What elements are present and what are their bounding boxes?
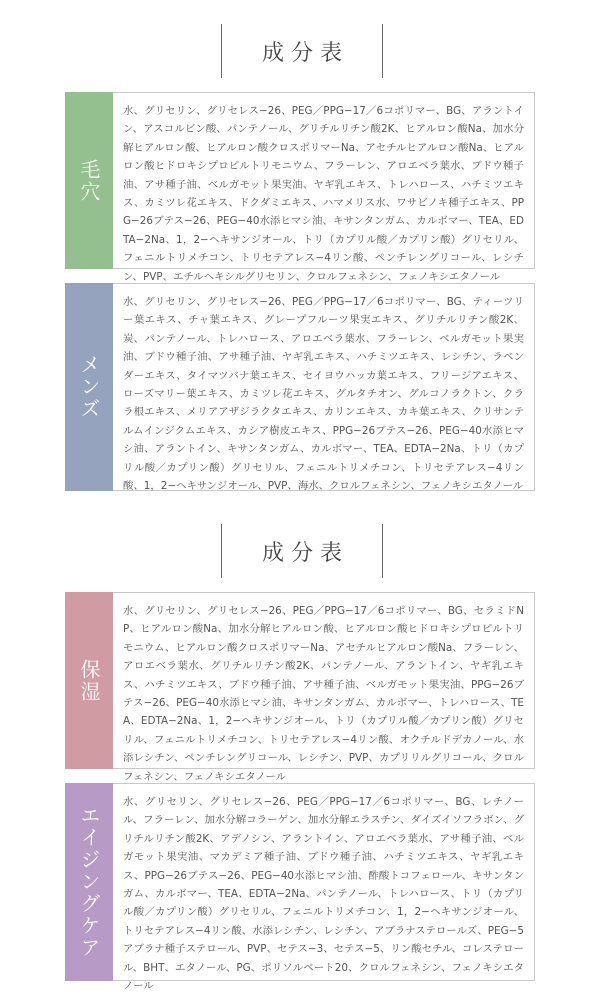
section-label-aging-care — [65, 783, 113, 981]
section-mens — [65, 283, 535, 491]
ingredients-list-mens: 水、グリセリン、グリセレス−26、PEG／PPG−17／6コポリマー、BG、ティーツリー葉エキス、チャ葉エキス、グレープフルーツ果実エキス、グリチルリチン酸2K、炭、パンテノール、トレハロース、アロエベラ葉水、フラーレン、ベルガモット果実油、ブドウ種子油、アサ種子油、ヤギ乳エキス、ハチミツエキス、レシチン、ラベンダーエキス、タイマツバナ葉エキス、セイヨウハッカ葉エキス、フリージアエキス、ローズマリー葉エキス、カミツレ花エキス、グルタチオン、グルコノラクトン、クララ根エキス、メリアアザジラクタエキス、カリンエキス、カキ葉エキス、クリサンテルムインジクムエキス、カシア樹皮エキス、PPG−26ブテス−26、PEG−40水添ヒマシ油、アラントイン、キサンタンガム、カルボマー、TEA、EDTA−2Na、トリ（カプリル酸／カプリン酸）グリセリル、フェニルトリメチコン、トリセテアレス−4リン酸、1，2−ヘキサンジオール、PVP、海水、クロルフェネシン、フェノキシエタノール — [113, 283, 535, 491]
ingredients-heading-1 — [221, 24, 383, 78]
heading-title: 成分表 — [261, 40, 349, 66]
ingredients-list-moisture: 水、グリセリン、グリセレス−26、PEG／PPG−17／6コポリマー、BG、セラミドNP、ヒアルロン酸Na、加水分解ヒアルロン酸、ヒアルロン酸ヒドロキシプロピルトリモニウム、ヒアルロン酸クロスポリマーNa、アセチルヒアルロン酸Na、フラーレン、アロエベラ葉水、グリチルリチン酸2K、パンテノール、アラントイン、ヤギ乳エキス、ハチミツエキス、ブドウ種子油、アサ種子油、ベルガモット果実油、PPG−26ブテス−26、PEG−40水添ヒマシ油、キサンタンガム、カルボマー、トレハロース、TEA、EDTA−2Na、1，2−ヘキサンジオール、トリ（カプリル酸／カプリン酸）グリセリル、フェニルトリメチコン、トリセテアレス−4リン酸、オクチルドデカノール、水添レシチン、ペンチレングリコール、レシチン、PVP、カプリリルグリコール、クロルフェネシン、フェノキシエタノール — [113, 592, 535, 769]
ingredients-list-aging-care: 水、グリセリン、グリセレス−26、PEG／PPG−17／6コポリマー、BG、レチノール、フラーレン、加水分解コラーゲン、加水分解エラスチン、ダイズイソフラボン、グリチルリチン酸2K、アデノシン、アラントイン、アロエベラ葉水、アサ種子油、ベルガモット果実油、マカデミア種子油、ブドウ種子油、ハチミツエキス、ヤギ乳エキス、PPG−26ブテス−26、PEG−40水添ヒマシ油、酢酸トコフェロール、キサンタンガム、カルボマー、TEA、EDTA−2Na、パンテノール、トレハロース、トリ（カプリル酸／カプリン酸）グリセリル、フェニルトリメチコン、1，2−ヘキサンジオール、トリセテアレス−4リン酸、水添レシチン、レシチン、アブラナステロールズ、PEG−5アブラナ種子ステロール、PVP、セテス−3、セテス−5、リン酸セチル、コレステロール、BHT、エタノール、PG、ポリソルベート20、クロルフェネシン、フェノキシエタノール — [113, 783, 535, 981]
section-aging-care — [65, 783, 535, 993]
section-pores — [65, 92, 535, 283]
section-label-moisture — [65, 592, 113, 769]
section-label-text: メンズ — [77, 354, 101, 420]
ingredients-list-pores: 水、グリセリン、グリセレス−26、PEG／PPG−17／6コポリマー、BG、アラントイン、アスコルビン酸、パンテノール、グリチルリチン酸2K、ヒアルロン酸Na、加水分解ヒアルロン酸、ヒアルロン酸クロスポリマーNa、アセチルヒアルロン酸Na、ヒアルロン酸ヒドロキシプロピルトリモニウム、フラーレン、アロエベラ葉水、ブドウ種子油、アサ種子油、ベルガモット果実油、ヤギ乳エキス、トレハロース、ハチミツエキス、カミツレ花エキス、ドクダミエキス、ハマメリス水、ワサビノキ種子エキス、PPG−26ブテス−26、PEG−40水添ヒマシ油、キサンタンガム、カルボマー、TEA、EDTA−2Na、1，2−ヘキサンジオール、トリ（カプリル酸／カプリン酸）グリセリル、フェニルトリメチコン、トリセテアレス−4リン酸、ペンチレングリコール、レシチン、PVP、エチルヘキシルグリセリン、クロルフェネシン、フェノキシエタノール — [113, 92, 535, 269]
section-label-mens — [65, 283, 113, 491]
section-label-text: 保湿 — [77, 658, 101, 703]
ingredients-heading-2 — [221, 524, 383, 578]
section-label-text: 毛穴 — [77, 158, 101, 203]
section-label-text: エイジングケア — [77, 805, 101, 959]
section-moisture — [65, 592, 535, 783]
section-label-pores — [65, 92, 113, 269]
heading-title: 成分表 — [261, 540, 349, 566]
